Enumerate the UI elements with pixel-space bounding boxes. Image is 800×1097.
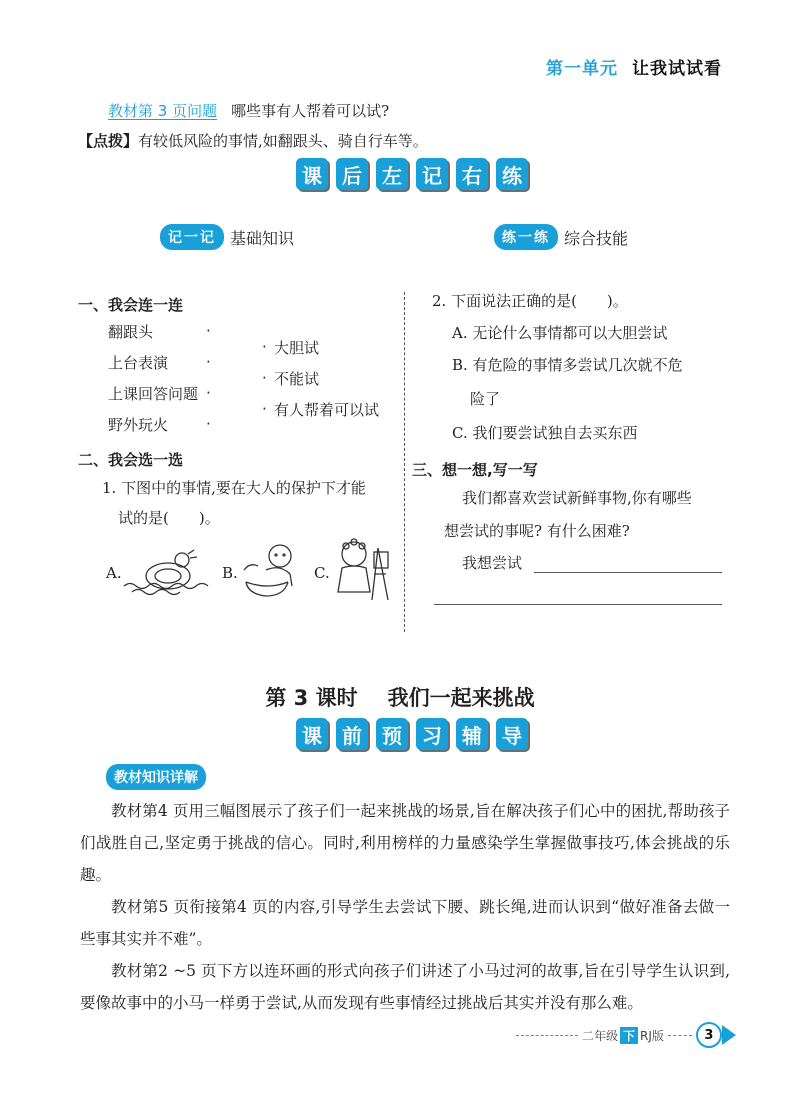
option-b[interactable]: B. 有危险的事情多尝试几次就不危	[452, 356, 683, 374]
swimming-child-illustration	[122, 548, 214, 600]
footer-dash	[516, 1035, 578, 1036]
match-left-item: 野外玩火	[108, 416, 169, 434]
question-ref: 教材第 3 页问题	[108, 102, 218, 120]
write-prompt: 我想尝试	[462, 554, 523, 572]
match-dot-left[interactable]: ·	[206, 353, 211, 371]
badge-text: 基础知识	[230, 228, 295, 248]
lesson-name: 我们一起来挑战	[387, 686, 535, 710]
tip-label: 【点拨】	[78, 132, 139, 150]
tip	[78, 130, 428, 151]
choice-question-1-line1: 1. 下图中的事情,要在大人的保护下才能	[102, 479, 366, 497]
option-c[interactable]: C. 我们要尝试独自去买东西	[452, 424, 638, 442]
badge-text: 综合技能	[564, 228, 629, 248]
option-label-a[interactable]: A.	[106, 564, 122, 582]
section-heading-write: 三、想一想,写一写	[412, 461, 538, 479]
choice-question-1-line2: 试的是( )。	[118, 509, 220, 527]
footer-term: 下	[620, 1027, 638, 1044]
banner-char: 课	[296, 718, 328, 750]
match-dot-left[interactable]: ·	[206, 384, 211, 402]
match-left-item: 翻跟头	[108, 323, 154, 341]
banner-char: 辅	[456, 718, 488, 750]
banner-char: 左	[376, 158, 408, 190]
footer-dash	[668, 1035, 692, 1036]
banner-char: 记	[416, 158, 448, 190]
lesson-title	[0, 682, 800, 712]
choice-question-2: 2. 下面说法正确的是( )。	[432, 292, 628, 310]
badge-skills	[494, 224, 628, 250]
banner-char: 习	[416, 718, 448, 750]
match-dot-right[interactable]: ·	[262, 369, 267, 387]
unit-number: 第一单元	[546, 59, 618, 79]
paragraph-1: 教材第4 页用三幅图展示了孩子们一起来挑战的场景,旨在解决孩子们心中的困扰,帮助孩子们战胜自己,坚定勇于挑战的信心。同时,利用榜样的力量感染学生掌握做事技巧,体会挑战的乐趣。	[80, 802, 730, 884]
match-left-item: 上台表演	[108, 354, 169, 372]
paragraph-2: 教材第5 页衔接第4 页的内容,引导学生去尝试下腰、跳长绳,进而认识到“做好准备去做一些事其实并不难”。	[80, 898, 730, 948]
banner-char: 练	[496, 158, 528, 190]
column-divider	[404, 292, 405, 632]
write-instruction-line2: 想尝试的事呢? 有什么困难?	[444, 522, 630, 540]
match-dot-left[interactable]: ·	[206, 415, 211, 433]
badge-textbook-explain	[106, 764, 212, 790]
page-number: 3	[696, 1022, 722, 1048]
footer-edition: RJ版	[640, 1028, 664, 1043]
banner-after-class	[296, 158, 528, 190]
child-washing-illustration	[236, 540, 306, 602]
section-heading-match: 一、我会连一连	[78, 296, 184, 314]
option-a[interactable]: A. 无论什么事情都可以大胆尝试	[452, 324, 668, 342]
footer-grade: 二年级	[582, 1028, 619, 1043]
banner-char: 右	[456, 158, 488, 190]
paragraph-3: 教材第2 ~5 页下方以连环画的形式向孩子们讲述了小马过河的故事,旨在引导学生认识到,要像故事中的小马一样勇于尝试,从而发现有些事情经过挑战后其实并没有那么难。	[80, 962, 730, 1012]
match-dot-right[interactable]: ·	[262, 400, 267, 418]
banner-char: 后	[336, 158, 368, 190]
unit-title: 让我试试看	[632, 59, 722, 79]
textbook-question	[108, 100, 389, 121]
option-label-c[interactable]: C.	[314, 564, 330, 582]
match-dot-right[interactable]: ·	[262, 338, 267, 356]
section-heading-choose: 二、我会选一选	[78, 451, 184, 469]
banner-char: 导	[496, 718, 528, 750]
banner-char: 前	[336, 718, 368, 750]
match-right-item: 有人帮着可以试	[274, 401, 380, 419]
badge-basic-knowledge	[160, 224, 294, 250]
lesson-number: 第 3 课时	[265, 686, 358, 710]
option-label-b[interactable]: B.	[222, 564, 238, 582]
banner-preview	[296, 718, 528, 750]
child-painting-illustration	[328, 538, 398, 604]
tip-text: 有较低风险的事情,如翻跟头、骑自行车等。	[138, 132, 428, 150]
page-footer	[516, 1022, 736, 1048]
badge-pill: 教材知识详解	[106, 764, 206, 790]
match-dot-left[interactable]: ·	[206, 322, 211, 340]
answer-line-1[interactable]	[534, 572, 722, 573]
page-arrow-icon	[722, 1025, 736, 1045]
write-instruction-line1: 我们都喜欢尝试新鲜事物,你有哪些	[462, 489, 692, 507]
question-text: 哪些事有人帮着可以试?	[231, 102, 390, 120]
banner-char: 课	[296, 158, 328, 190]
badge-pill: 记一记	[160, 224, 224, 250]
option-b-continued: 险了	[470, 390, 501, 408]
match-left-item: 上课回答问题	[108, 385, 199, 403]
answer-line-2[interactable]	[434, 604, 722, 605]
unit-header	[546, 54, 722, 79]
match-right-item: 大胆试	[274, 339, 320, 357]
match-right-item: 不能试	[274, 370, 320, 388]
badge-pill: 练一练	[494, 224, 558, 250]
banner-char: 预	[376, 718, 408, 750]
